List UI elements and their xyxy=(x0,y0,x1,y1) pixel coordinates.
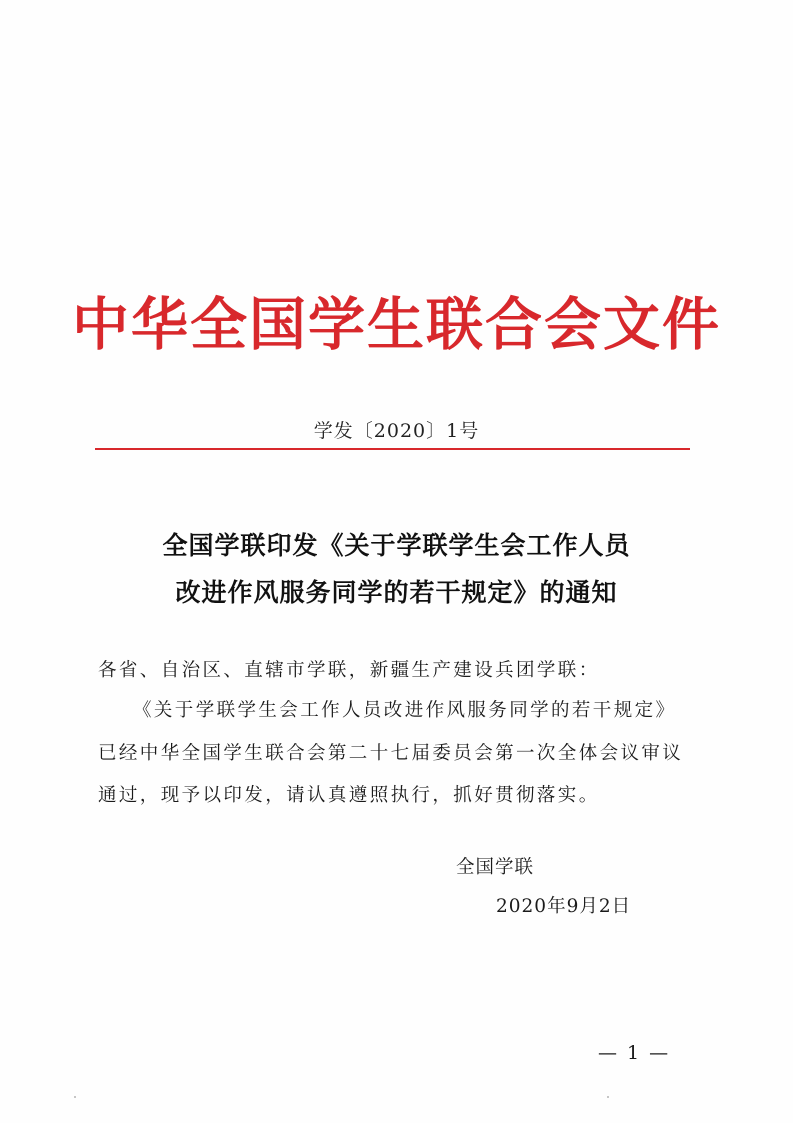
document-title-line-2: 改进作风服务同学的若干规定》的通知 xyxy=(175,578,618,607)
scan-speck xyxy=(607,1096,609,1098)
document-title-line-1: 全国学联印发《关于学联学生会工作人员 xyxy=(162,531,631,560)
red-divider-line xyxy=(95,448,690,450)
document-number: 学发〔2020〕1号 xyxy=(313,420,480,442)
body-paragraph-line-3: 通过，现予以印发，请认真遵照执行，抓好贯彻落实。 xyxy=(98,785,600,806)
body-paragraph-line-1: 《关于学联学生会工作人员改进作风服务同学的若干规定》 xyxy=(133,700,677,721)
page-number: — 1 — xyxy=(598,1042,671,1064)
body-paragraph-line-2: 已经中华全国学生联合会第二十七届委员会第一次全体会议审议 xyxy=(98,743,684,764)
scan-speck xyxy=(74,1096,76,1098)
addressee-line: 各省、自治区、直辖市学联，新疆生产建设兵团学联： xyxy=(98,660,600,681)
issue-date: 2020年9月2日 xyxy=(496,896,632,917)
document-masthead: 中华全国学生联合会文件 xyxy=(72,291,721,358)
issuer-signature: 全国学联 xyxy=(456,857,535,878)
